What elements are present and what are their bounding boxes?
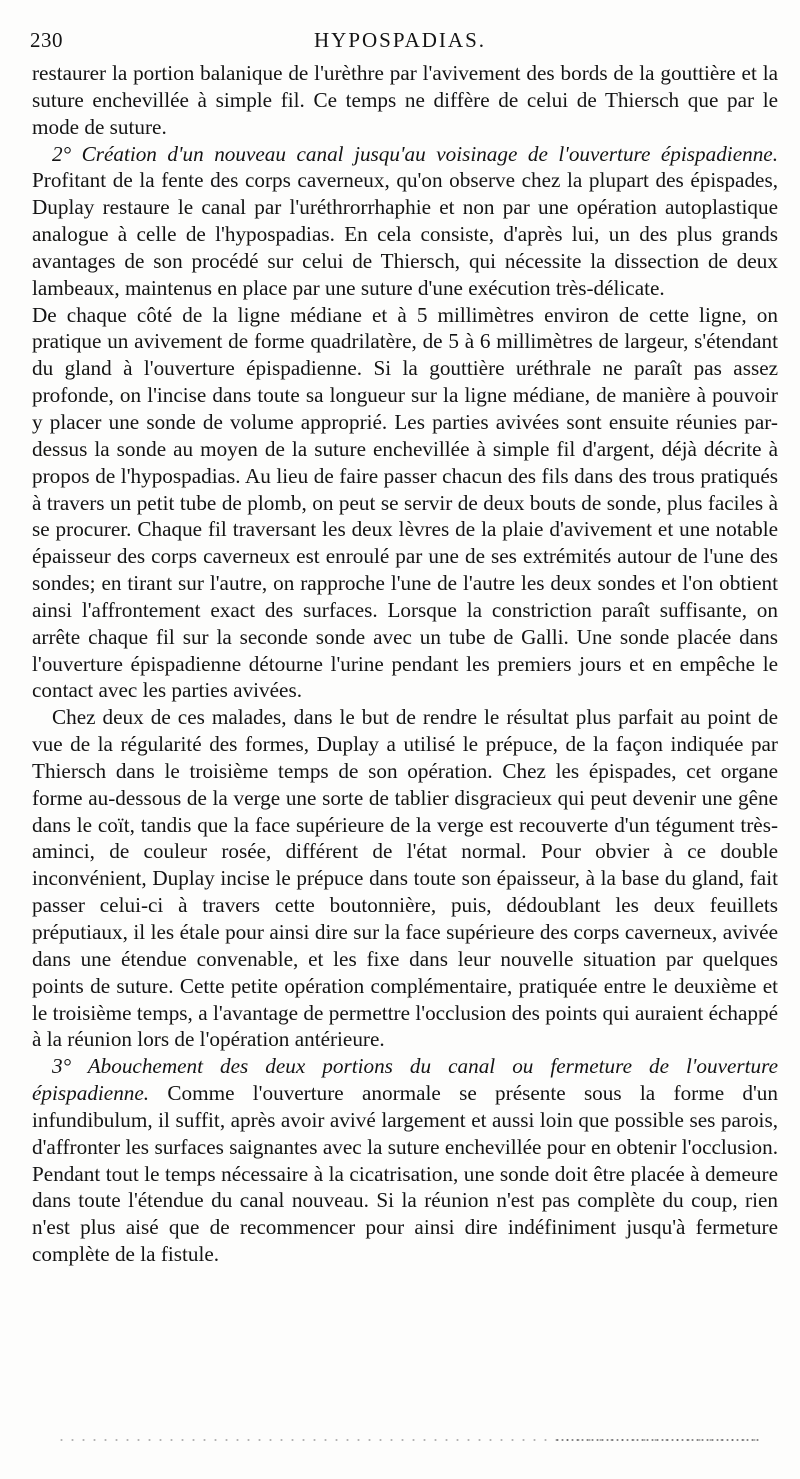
page-header: [30, 28, 770, 58]
paragraph-text: De chaque côté de la ligne médiane et à 5 millimètres environ de cette ligne, on pratique un avivement de forme quadrilatère, de 5 à 6 millimètres de largeur, s'étendant du gland à l'ouverture épispadienne. Si la gouttière uréthrale ne paraît pas assez profonde, on l'incise dans toute sa longueur sur la ligne médiane, de manière à pouvoir y placer une sonde de volume approprié. Les parties avivées sont ensuite réunies par-dessus la sonde au moyen de la suture enchevillée à simple fil d'argent, déjà décrite à propos de l'hypospadias. Au lieu de faire passer chacun des fils dans des trous pratiqués à travers un petit tube de plomb, on peut se servir de deux bouts de sonde, plus faciles à se procurer. Chaque fil traversant les deux lèvres de la plaie d'avivement et une notable épaisseur des corps caverneux est enroulé par une de ses extrémités autour de l'une des sondes; en tirant sur l'autre, on rapproche l'une de l'autre les deux sondes et l'on obtient ainsi l'affrontement exact des surfaces. Lorsque la constriction paraît suffisante, on arrête chaque fil sur la seconde sonde avec un tube de Galli. Une sonde placée dans l'ouverture épispadienne détourne l'urine pendant les premiers jours et en empêche le contact avec les parties avivées.: [32, 302, 778, 703]
paragraph-text: Comme l'ouverture anormale se présente sous la forme d'un infundibulum, il suffit, après avoir avivé largement et aussi loin que possible ses parois, d'affronter les surfaces saignantes avec la suture enchevillée pour en obtenir l'occlusion. Pendant tout le temps nécessaire à la cicatrisation, une sonde doit être placée à demeure dans toute l'étendue du canal nouveau. Si la réunion n'est pas complète du coup, rien n'est plus aisé que de recommencer pour ainsi dire indéfiniment jusqu'à fermeture complète de la fistule.: [32, 1081, 778, 1267]
paragraph-prepuce: [32, 704, 778, 1053]
page-number: 230: [30, 28, 63, 52]
paragraph-step-3: [32, 1053, 778, 1268]
paragraph-text: Chez deux de ces malades, dans le but de rendre le résultat plus parfait au point de vue de la régularité des formes, Duplay a utilisé le prépuce, de la façon indiquée par Thiersch dans le troisième temps de son opération. Chez les épispades, cet organe forme au-dessous de la verge une sorte de tablier disgracieux qui peut devenir une gêne dans le coït, tandis que la face supérieure de la verge est recouverte d'un tégument très-aminci, de couleur rosée, différent de l'état normal. Pour obvier à ce double inconvénient, Duplay incise le prépuce dans toute son épaisseur, à la base du gland, fait passer celui-ci à travers cette boutonnière, puis, dédoublant les deux feuillets préputiaux, il les étale pour ainsi dire sur la face supérieure des corps caverneux, avivée dans une étendue convenable, et les fixe dans leur nouvelle situation par quelques points de suture. Cette petite opération complémentaire, pratiquée entre le deuxième et le troisième temps, a l'avantage de permettre l'occlusion des points qui auraient échappé à la réunion lors de l'opération antérieure.: [32, 705, 778, 1052]
paragraph-continuation: [32, 60, 778, 141]
section-heading: 3° Abouchement des deux portions du canal ou fermeture de l'ouverture épispadienne.: [32, 1054, 778, 1106]
paragraph-text: Profitant de la fente des corps caverneux, qu'on observe chez la plupart des épispades, Duplay restaure le canal par l'uréthrorrhaphie et non par une opération autoplastique analogue à celle de l'hypospadias. En cela consiste, d'après lui, un des plus grands avantages de son procédé sur celui de Thiersch, qui nécessite la dissection de deux lambeaux, maintenus en place par une suture d'une exécution très-délicate.: [32, 168, 778, 300]
paragraph-text: restaurer la portion balanique de l'urèthre par l'avivement des bords de la gouttière et la suture enchevillée à simple fil. Ce temps ne diffère de celui de Thiersch que par le mode de suture.: [32, 61, 778, 139]
running-head: HYPOSPADIAS.: [313, 28, 487, 52]
paragraph-technique: [32, 302, 778, 705]
bottom-print-marks-dense: [555, 1438, 760, 1442]
section-heading: 2° Création d'un nouveau canal jusqu'au voisinage de l'ouverture épispadienne.: [52, 141, 778, 166]
paragraph-step-2: [32, 141, 778, 302]
body-text: [32, 60, 778, 1268]
